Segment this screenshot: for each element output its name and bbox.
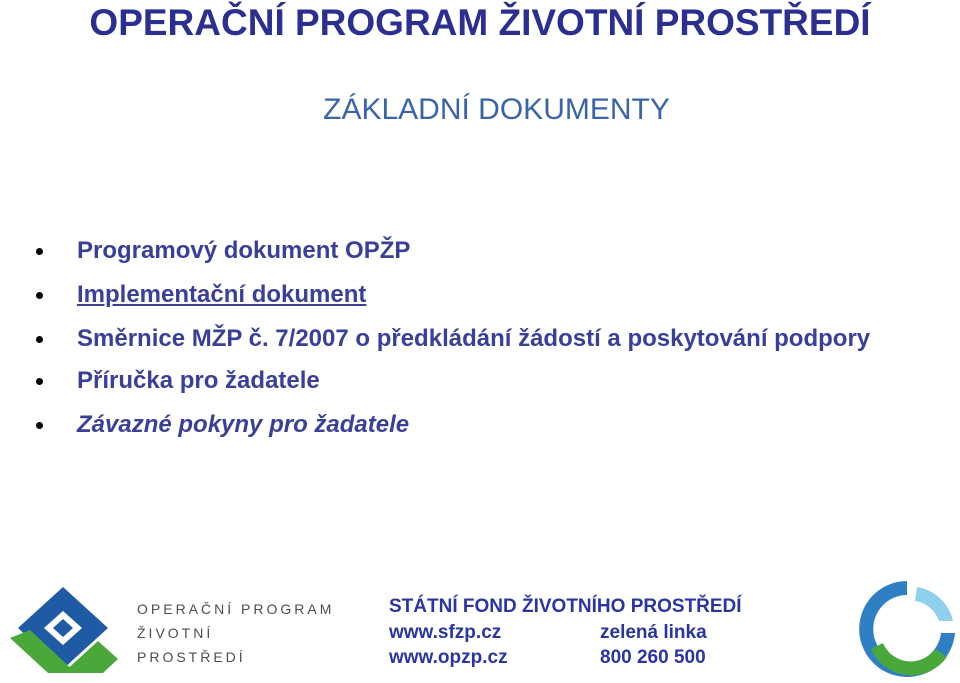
logo-line: OPERAČNÍ PROGRAM (137, 601, 335, 617)
bullet-dot-icon (36, 378, 43, 385)
opzp-logo-icon (8, 583, 128, 675)
list-item-link[interactable] (36, 280, 946, 310)
list-item-label[interactable]: Implementační dokument (77, 281, 367, 308)
opzp-logo-text (137, 597, 334, 669)
list-item-label: Příručka pro žadatele (77, 367, 320, 394)
hotline-number: 800 260 500 (600, 647, 706, 668)
list-item (36, 236, 946, 266)
bullet-dot-icon (36, 422, 43, 429)
bullet-dot-icon (36, 248, 43, 255)
hotline-label: zelená linka (600, 622, 707, 643)
logo-line: PROSTŘEDÍ (137, 649, 246, 665)
bullet-dot-icon (36, 336, 43, 343)
list-item (36, 366, 946, 396)
document-list (36, 236, 946, 454)
fund-name: STÁTNÍ FOND ŽIVOTNÍHO PROSTŘEDÍ (389, 596, 742, 617)
list-item-label: Programový dokument OPŽP (77, 237, 411, 264)
slide-subtitle: ZÁKLADNÍ DOKUMENTY (323, 93, 670, 126)
slide-title: OPERAČNÍ PROGRAM ŽIVOTNÍ PROSTŘEDÍ (89, 2, 871, 43)
list-item-label: Závazné pokyny pro žadatele (77, 411, 410, 438)
list-item (36, 324, 946, 354)
list-item (36, 410, 946, 440)
logo-line: ŽIVOTNÍ (137, 625, 214, 641)
list-item-label: Směrnice MŽP č. 7/2007 o předkládání žádostí a poskytování podpory (77, 325, 871, 352)
sfzp-logo-icon (855, 577, 960, 683)
bullet-dot-icon (36, 292, 43, 299)
sfzp-link[interactable]: www.sfzp.cz (389, 622, 502, 643)
opzp-link[interactable]: www.opzp.cz (389, 647, 508, 668)
